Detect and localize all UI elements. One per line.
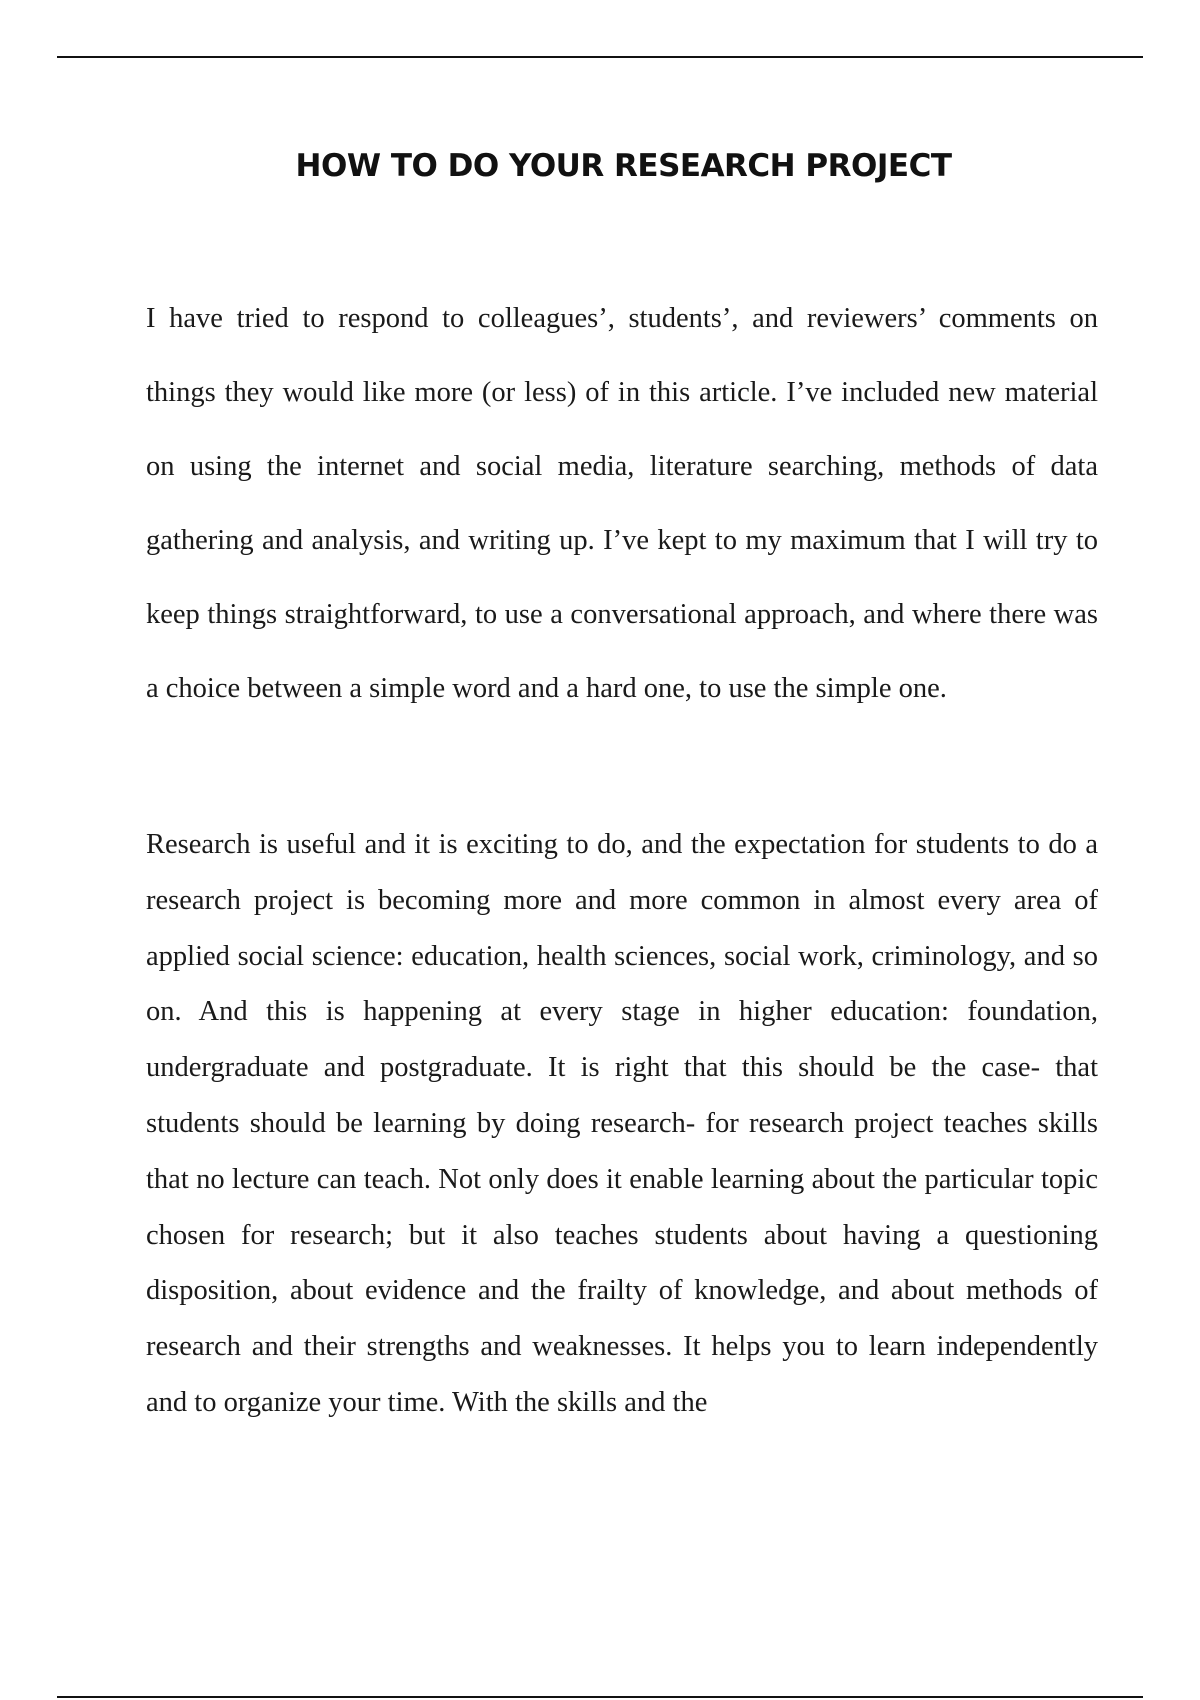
paragraph-research: Research is useful and it is exciting to do, and the expectation for students to do a research project is becoming more and more common in almost every area of applied social science: education, health sciences, social work, criminology, and so on. And this is happening at every stage in higher education: foundation, undergraduate and postgraduate. It is right that this should be the case- that students should be learning by doing research- for research project teaches skills that no lecture can teach. Not only does it enable learning about the particular topic chosen for research; but it also teaches students about having a questioning disposition, about evidence and the frailty of knowledge, and about methods of research and their strengths and weaknesses. It helps you to learn independently and to organize your time. With the skills and the xyxy=(146,829,1098,1418)
document-title: HOW TO DO YOUR RESEARCH PROJECT xyxy=(295,148,952,184)
top-divider xyxy=(57,56,1143,58)
paragraph-intro: I have tried to respond to colleagues’, students’, and reviewers’ comments on things they would like more (or less) of in this article. I’ve included new material on using the internet and social media, literature searching, methods of data gathering and analysis, and writing up. I’ve kept to my maximum that I will try to keep things straightforward, to use a conversational approach, and where there was a choice between a simple word and a hard one, to use the simple one. xyxy=(146,303,1098,704)
bottom-divider xyxy=(57,1696,1143,1698)
